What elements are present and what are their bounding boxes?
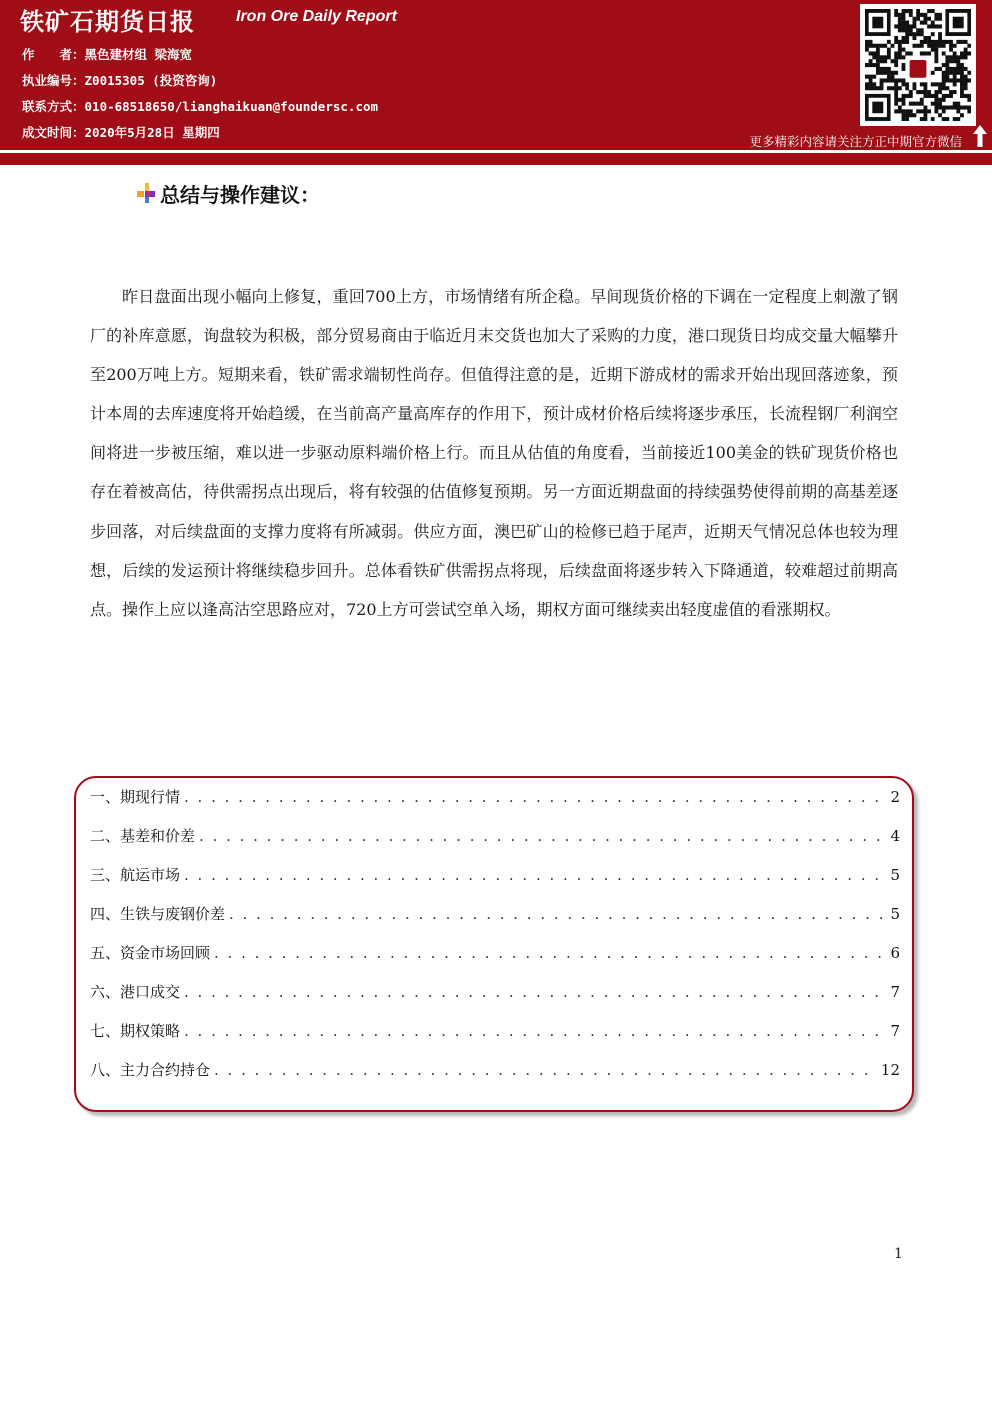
toc-item-page: 2 [890,788,900,806]
license-line [22,71,217,89]
toc-item[interactable] [90,903,900,942]
toc-item-page: 7 [890,983,900,1001]
author-value: 黑色建材组 梁海宽 [84,47,193,62]
summary-title: 总结与操作建议： [160,182,320,207]
report-header [0,0,992,150]
contact-value[interactable]: 010-68518650/lianghaikuan@foundersc.com [84,99,379,114]
date-value: 2020年5月28日 星期四 [84,125,220,140]
toc-leader-dots [184,866,886,884]
toc-item-label: 四、生铁与废钢价差 [90,905,226,923]
contact-label: 联系方式： [22,99,85,114]
report-title-cn: 铁矿石期货日报 [20,7,195,36]
toc-item[interactable] [90,864,900,903]
toc-item-label: 六、港口成交 [90,983,181,1001]
toc-leader-dots [184,983,886,1001]
up-arrow-icon [972,124,988,148]
date-label: 成文时间： [22,125,85,140]
toc-item-page: 5 [890,905,900,923]
toc-item-label: 一、期现行情 [90,788,181,806]
summary-paragraph: 昨日盘面出现小幅向上修复，重回700上方，市场情绪有所企稳。早间现货价格的下调在一定程度上刺激了钢厂的补库意愿，询盘较为积极，部分贸易商由于临近月末交货也加大了采购的力度，港口现货日均成交量大幅攀升至200万吨上方。短期来看，铁矿需求端韧性尚存。但值得注意的是，近期下游成材的需求开始出现回落迹象，预计本周的去库速度将开始趋缓，在当前高产量高库存的作用下，预计成材价格后续将逐步承压，长流程钢厂利润空间将进一步被压缩，难以进一步驱动原料端价格上行。而且从估值的角度看，当前接近100美金的铁矿现货价格也存在着被高估，待供需拐点出现后，将有较强的估值修复预期。另一方面近期盘面的持续强势使得前期的高基差逐步回落，对后续盘面的支撑力度将有所减弱。供应方面，澳巴矿山的检修已趋于尾声，近期天气情况总体也较为理想，后续的发运预计将继续稳步回升。总体看铁矿供需拐点将现，后续盘面将逐步转入下降通道，较难超过前期高点。操作上应以逢高沽空思路应对，720上方可尝试空单入场，期权方面可继续卖出轻度虚值的看涨期权。 [90,287,898,619]
toc-item-label: 八、主力合约持仓 [90,1061,211,1079]
toc-leader-dots [214,944,886,962]
date-line [22,123,220,141]
author-label: 作 者： [22,47,85,62]
toc-item[interactable] [90,942,900,981]
header-divider-dark [0,153,992,165]
brand-logo-icon [910,60,927,78]
diamond-bullet-icon [136,182,156,204]
toc-leader-dots [199,827,886,845]
toc-item-label: 二、基差和价差 [90,827,196,845]
author-line [22,45,192,63]
summary-heading [136,178,320,208]
toc-item[interactable] [90,786,900,825]
toc-list [90,786,900,1098]
toc-item-page: 6 [890,944,900,962]
toc-item-label: 七、期权策略 [90,1022,181,1040]
toc-item[interactable] [90,981,900,1020]
toc-item-label: 五、资金市场回顾 [90,944,211,962]
toc-item-page: 12 [880,1061,900,1079]
toc-item-page: 4 [890,827,900,845]
toc-item[interactable] [90,1020,900,1059]
toc-leader-dots [184,788,886,806]
toc-item[interactable] [90,825,900,864]
toc-leader-dots [184,1022,886,1040]
toc-leader-dots [214,1061,877,1079]
follow-wechat-text: 更多精彩内容请关注方正中期官方微信 [749,134,962,149]
license-label: 执业编号： [22,73,85,88]
license-value: Z0015305 (投资咨询) [84,73,218,88]
report-title-en: Iron Ore Daily Report [236,8,397,25]
toc-item[interactable] [90,1059,900,1098]
toc-item-page: 7 [890,1022,900,1040]
toc-item-page: 5 [890,866,900,884]
toc-item-label: 三、航运市场 [90,866,181,884]
toc-leader-dots [229,905,886,923]
page-number: 1 [894,1246,903,1262]
qr-code-icon [865,9,971,121]
wechat-qr-code [860,4,976,126]
contact-line [22,97,378,115]
table-of-contents [74,776,914,1112]
